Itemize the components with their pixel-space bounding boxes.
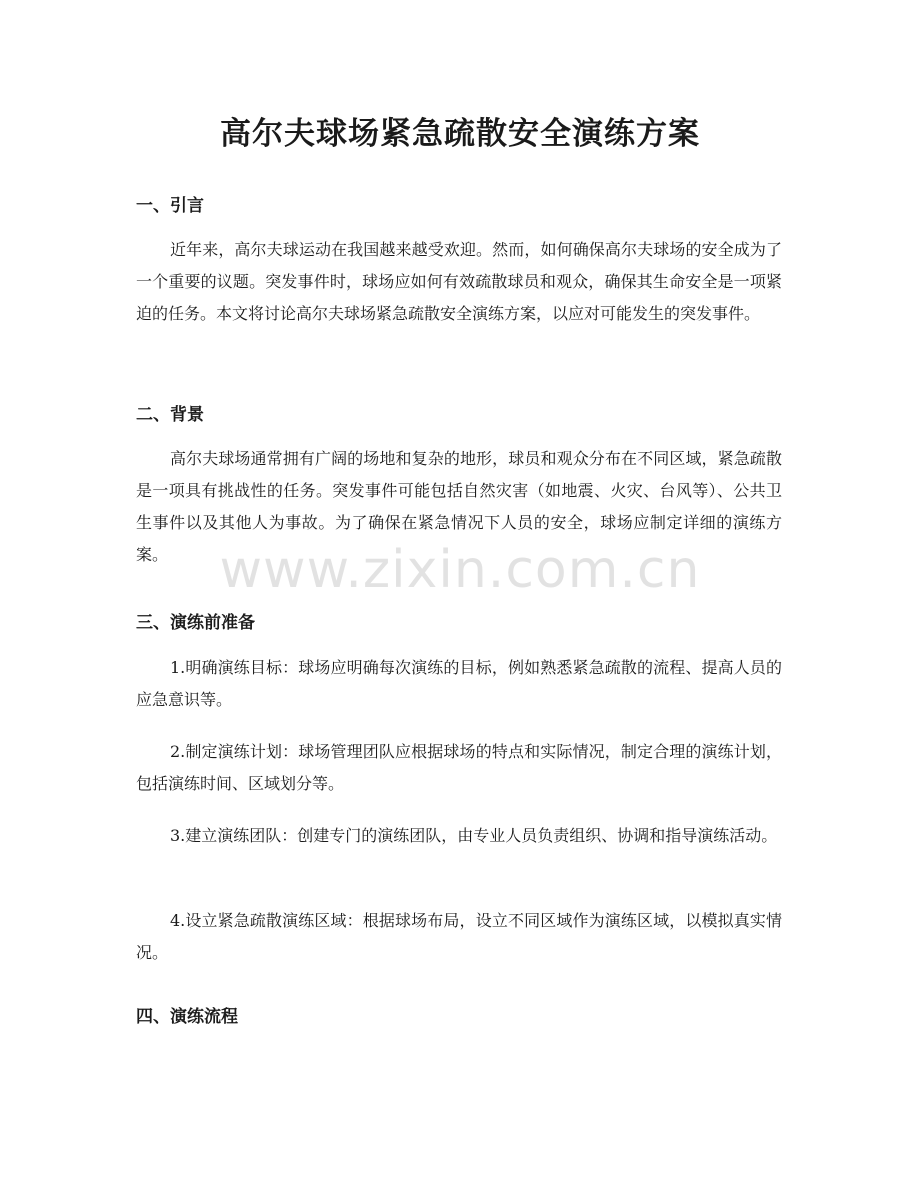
section-heading-background: 二、背景 <box>136 405 204 425</box>
introduction-paragraph: 近年来，高尔夫球运动在我国越来越受欢迎。然而，如何确保高尔夫球场的安全成为了一个重要的议题。突发事件时，球场应如何有效疏散球员和观众，确保其生命安全是一项紧迫的任务。本文将讨论高尔夫球场紧急疏散安全演练方案，以应对可能发生的突发事件。 <box>136 240 782 323</box>
document-title: 高尔夫球场紧急疏散安全演练方案 <box>220 116 700 152</box>
preparation-item-1: 1.明确演练目标：球场应明确每次演练的目标，例如熟悉紧急疏散的流程、提高人员的应急意识等。 <box>136 658 782 709</box>
background-paragraph: 高尔夫球场通常拥有广阔的场地和复杂的地形，球员和观众分布在不同区域，紧急疏散是一项具有挑战性的任务。突发事件可能包括自然灾害（如地震、火灾、台风等）、公共卫生事件以及其他人为事故。为了确保在紧急情况下人员的安全，球场应制定详细的演练方案。 <box>136 449 782 564</box>
preparation-item-3: 3.建立演练团队：创建专门的演练团队，由专业人员负责组织、协调和指导演练活动。 <box>170 826 778 845</box>
preparation-item-2: 2.制定演练计划：球场管理团队应根据球场的特点和实际情况，制定合理的演练计划，包括演练时间、区域划分等。 <box>136 742 782 793</box>
section-heading-drill-process: 四、演练流程 <box>136 1007 238 1027</box>
section-heading-introduction: 一、引言 <box>136 196 204 216</box>
section-heading-preparation: 三、演练前准备 <box>136 613 255 633</box>
watermark: www.zixin.com.cn <box>219 540 701 600</box>
preparation-item-4: 4.设立紧急疏散演练区域：根据球场布局，设立不同区域作为演练区域，以模拟真实情况。 <box>136 911 782 962</box>
